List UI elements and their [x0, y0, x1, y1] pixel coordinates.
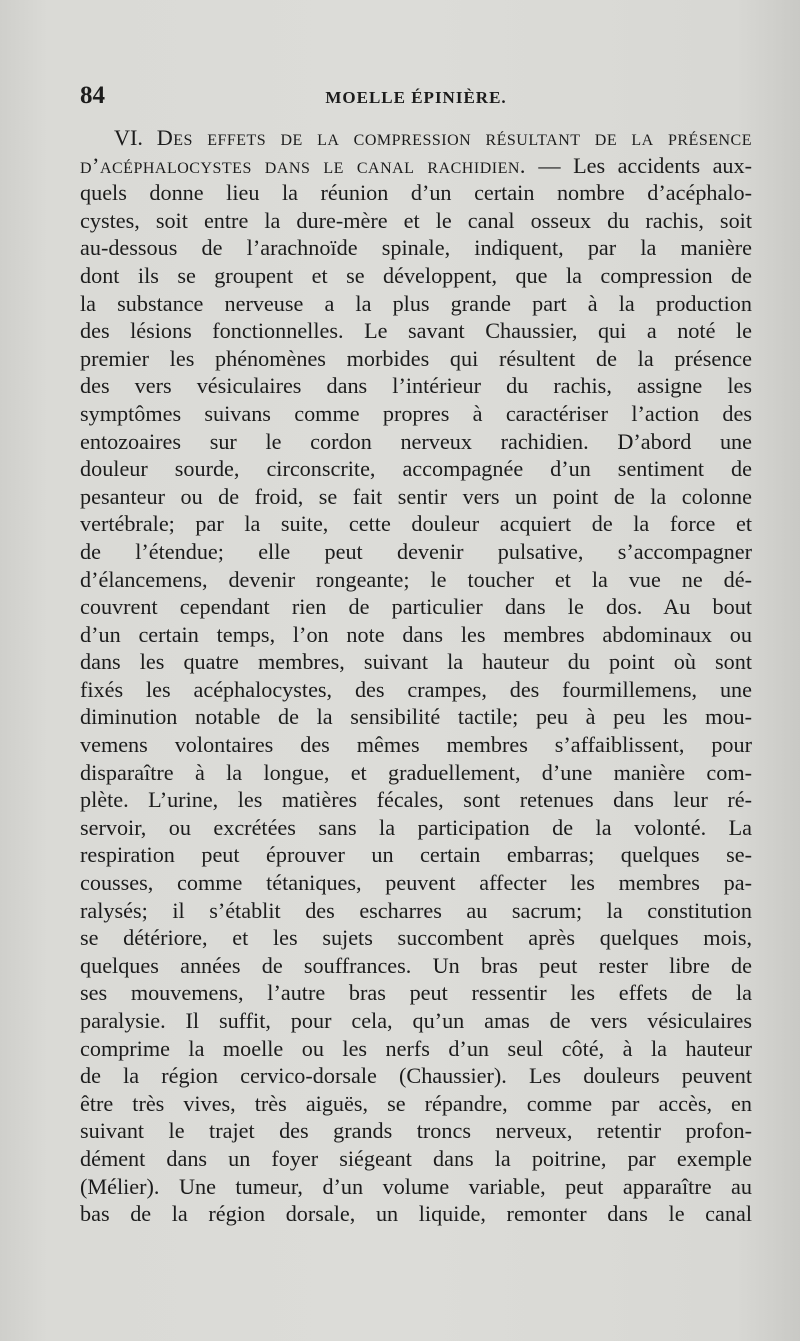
text-line: suivant le trajet des grands troncs nerveux, retentir profon- — [80, 1118, 752, 1144]
text-line: vertébrale; par la suite, cette douleur acquiert de la force et — [80, 511, 752, 537]
text-line: plète. L’urine, les matières fécales, sont retenues dans leur ré- — [80, 787, 752, 813]
text-line: des lésions fonctionnelles. Le savant Chaussier, qui a noté le — [80, 318, 752, 344]
paragraph — [80, 179, 752, 1228]
running-title: MOELLE ÉPINIÈRE. — [325, 88, 507, 107]
text-line: symptômes suivans comme propres à caractériser l’action des — [80, 400, 752, 426]
text-line: des vers vésiculaires dans l’intérieur du rachis, assigne les — [80, 373, 752, 399]
text-line: ralysés; il s’établit des escharres au sacrum; la constitution — [80, 897, 752, 923]
section-heading-continued: d’acéphalocystes dans le canal rachidien. — [80, 152, 526, 178]
text-line: quels donne lieu la réunion d’un certain nombre d’acéphalo- — [80, 180, 752, 206]
text-line: couvrent cependant rien de particulier dans le dos. Au bout — [80, 594, 752, 620]
page-header — [80, 82, 752, 118]
text-line: fixés les acéphalocystes, des crampes, des fourmillemens, une — [80, 676, 752, 702]
text-line: dans les quatre membres, suivant la hauteur du point où sont — [80, 649, 752, 675]
text-line: vemens volontaires des mêmes membres s’affaiblissent, pour — [80, 732, 752, 758]
text-line: disparaître à la longue, et graduellement, d’une manière com- — [80, 759, 752, 785]
section-heading-line-1 — [80, 124, 752, 152]
text-line: (Mélier). Une tumeur, d’un volume variable, peut apparaître au — [80, 1173, 752, 1199]
text-line: diminution notable de la sensibilité tactile; peu à peu les mou- — [80, 704, 752, 730]
text-line: cousses, comme tétaniques, peuvent affecter les membres pa- — [80, 870, 752, 896]
text-line: se détériore, et les sujets succombent après quelques mois, — [80, 925, 752, 951]
text-line: dont ils se groupent et se développent, que la compression de — [80, 262, 752, 288]
text-line: dément dans un foyer siégeant dans la poitrine, par exemple — [80, 1145, 752, 1171]
text-line: de l’étendue; elle peut devenir pulsative, s’accompagner — [80, 538, 752, 564]
text-line: quelques années de souffrances. Un bras peut rester libre de — [80, 952, 752, 978]
paragraph-start: — Les accidents aux- — [538, 152, 752, 178]
text-line: entozoaires sur le cordon nerveux rachidien. D’abord une — [80, 428, 752, 454]
text-line: respiration peut éprouver un certain embarras; quelques se- — [80, 842, 752, 868]
body-text — [80, 124, 752, 1228]
text-line: comprime la moelle ou les nerfs d’un seul côté, à la hauteur — [80, 1035, 752, 1061]
text-line: douleur sourde, circonscrite, accompagnée d’un sentiment de — [80, 456, 752, 482]
text-line: d’élancemens, devenir rongeante; le toucher et la vue ne dé- — [80, 566, 752, 592]
text-line: de la région cervico-dorsale (Chaussier). Les douleurs peuvent — [80, 1063, 752, 1089]
text-line: ses mouvemens, l’autre bras peut ressentir les effets de la — [80, 980, 752, 1006]
text-line: cystes, soit entre la dure-mère et le canal osseux du rachis, soit — [80, 207, 752, 233]
text-line: la substance nerveuse a la plus grande part à la production — [80, 290, 752, 316]
text-line: servoir, ou excrétées sans la participation de la volonté. La — [80, 814, 752, 840]
section-heading: Des effets de la compression résultant de la présence — [156, 125, 752, 150]
page-number: 84 — [80, 82, 105, 109]
text-line: au-dessous de l’arachnoïde spinale, indiquent, par la manière — [80, 235, 752, 261]
text-line: être très vives, très aiguës, se répandre, comme par accès, en — [80, 1090, 752, 1116]
text-line: bas de la région dorsale, un liquide, remonter dans le canal — [80, 1201, 752, 1227]
text-line: paralysie. Il suffit, pour cela, qu’un amas de vers vésiculaires — [80, 1008, 752, 1033]
text-line: premier les phénomènes morbides qui résultent de la présence — [80, 345, 752, 371]
section-number: VI. — [114, 125, 143, 150]
text-line: pesanteur ou de froid, se fait sentir vers un point de la colonne — [80, 483, 752, 509]
text-line: d’un certain temps, l’on note dans les membres abdominaux ou — [80, 621, 752, 647]
section-heading-line-2 — [80, 152, 752, 180]
